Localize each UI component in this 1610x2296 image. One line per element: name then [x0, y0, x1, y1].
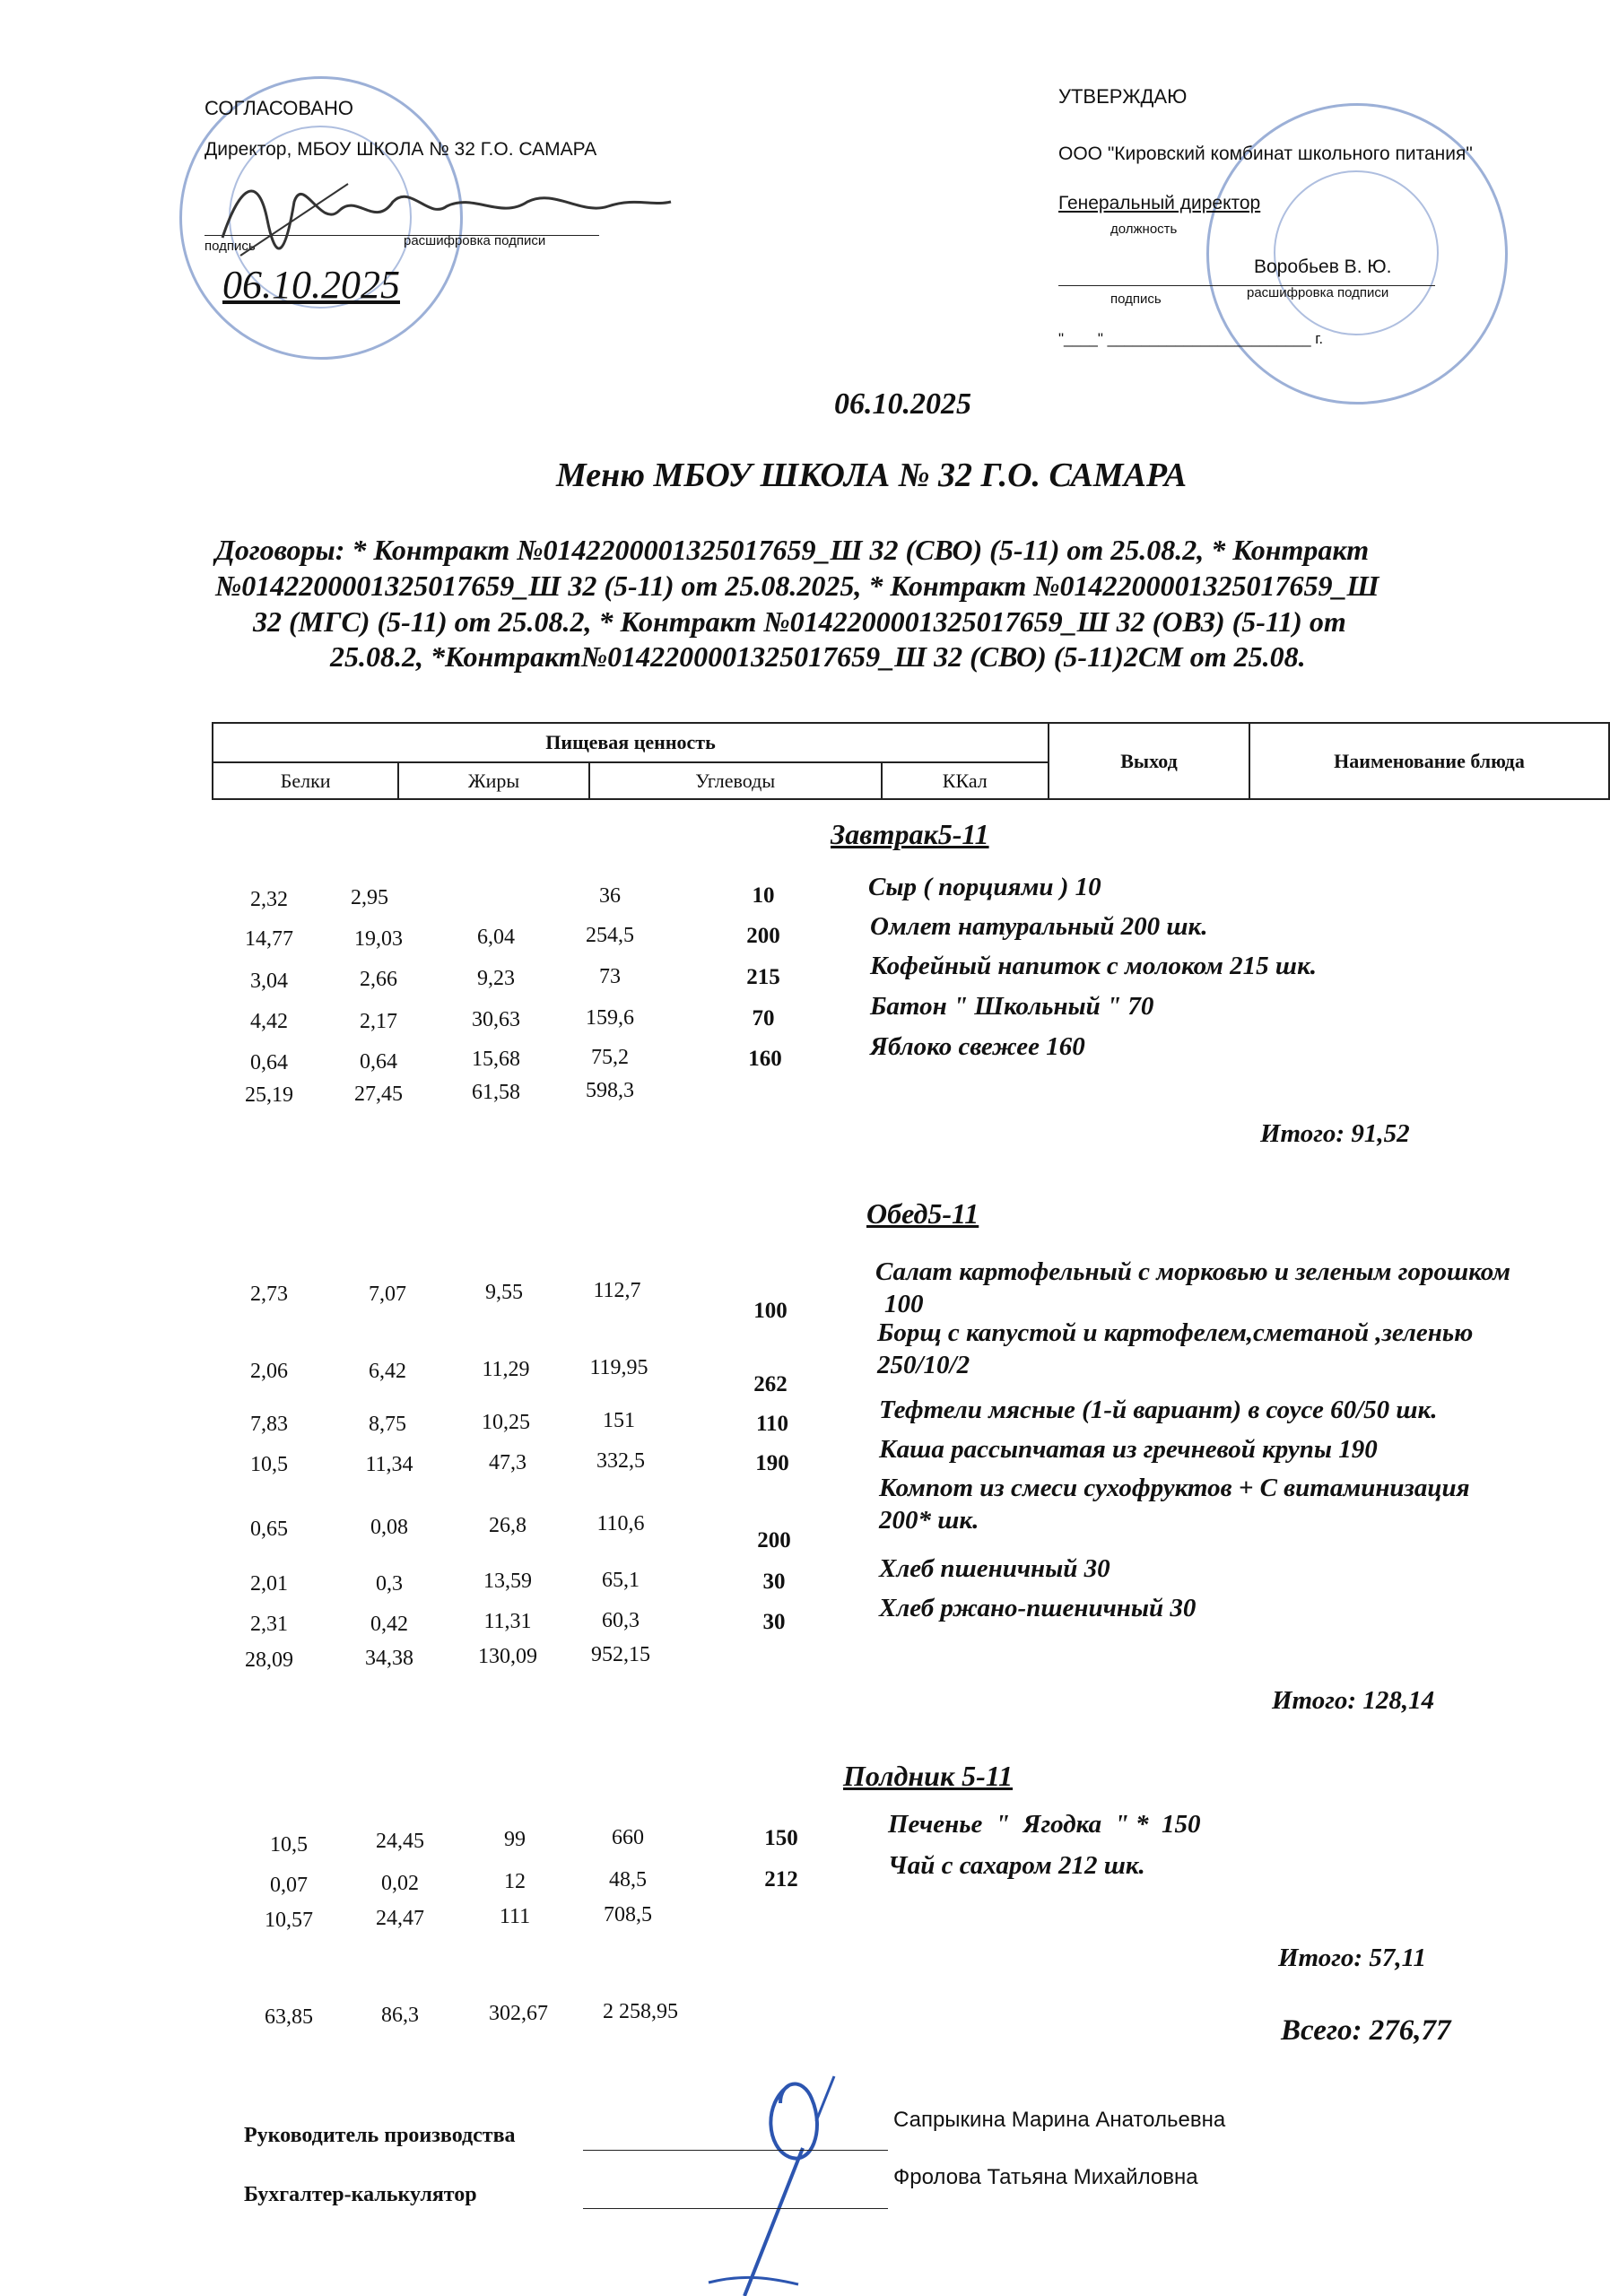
proteins-value: 14,77 — [245, 927, 293, 951]
yield-value: 150 — [764, 1826, 798, 1850]
yield-value: 215 — [746, 965, 780, 989]
dish-name: Каша рассыпчатая из гречневой крупы 190 — [879, 1435, 1378, 1464]
fats-total: 27,45 — [354, 1083, 403, 1106]
proteins-value: 0,64 — [250, 1051, 288, 1074]
yield-value: 212 — [764, 1867, 798, 1892]
stamp-right-inner — [1274, 170, 1439, 335]
fats-value: 2,66 — [360, 968, 397, 991]
header-kcal: ККал — [882, 762, 1049, 799]
signature-role: Руководитель производства — [244, 2124, 516, 2147]
kcal-value: 254,5 — [586, 924, 634, 947]
dish-name: Чай с сахаром 212 шк. — [888, 1851, 1145, 1880]
fats-total: 34,38 — [365, 1647, 413, 1670]
yield-value: 10 — [752, 883, 775, 908]
proteins-value: 2,73 — [250, 1283, 288, 1306]
yield-value: 160 — [748, 1047, 782, 1071]
kcal-value: 332,5 — [596, 1449, 645, 1473]
fats-value: 24,45 — [376, 1830, 424, 1853]
carbs-total: 130,09 — [478, 1645, 537, 1668]
proteins-value: 2,01 — [250, 1572, 288, 1596]
approval-right-position-caption: должность — [1110, 222, 1178, 237]
signature-footer-scribble — [691, 2049, 924, 2296]
carbs-value: 47,3 — [489, 1451, 527, 1474]
kcal-grand-total: 2 258,95 — [603, 2000, 678, 2023]
signature-line — [583, 2150, 888, 2151]
section-itogo: Итого: 128,14 — [1272, 1686, 1435, 1715]
table-header — [212, 722, 1610, 800]
kcal-value: 36 — [599, 884, 621, 908]
carbs-value: 11,31 — [483, 1610, 532, 1633]
signature-role: Бухгалтер-калькулятор — [244, 2183, 477, 2206]
kcal-value: 119,95 — [589, 1356, 648, 1379]
approval-right-decoding-caption: расшифровка подписи — [1247, 285, 1389, 300]
kcal-total: 952,15 — [591, 1643, 650, 1666]
approval-right-title: УТВЕРЖДАЮ — [1058, 85, 1188, 108]
proteins-grand-total: 63,85 — [265, 2005, 313, 2029]
dish-name: Хлеб пшеничный 30 — [879, 1554, 1110, 1583]
carbs-value: 26,8 — [489, 1514, 527, 1537]
carbs-total: 61,58 — [472, 1081, 520, 1104]
contracts-line: 25.08.2, *Контракт№0142200001325017659_Ш 32 (СВО) (5-11)2СМ от 25.08. — [330, 640, 1306, 673]
fats-value: 19,03 — [354, 927, 403, 951]
signature-name: Фролова Татьяна Михайловна — [893, 2165, 1198, 2189]
proteins-value: 2,31 — [250, 1613, 288, 1636]
header-carbs: Углеводы — [589, 762, 882, 799]
dish-name: Сыр ( порциями ) 10 — [868, 873, 1101, 901]
dish-name: Печенье " Ягодка " * 150 — [888, 1810, 1201, 1839]
kcal-value: 110,6 — [596, 1512, 645, 1535]
kcal-value: 48,5 — [609, 1868, 647, 1892]
section-title: Завтрак5-11 — [831, 818, 989, 850]
signature-name: Сапрыкина Марина Анатольевна — [893, 2108, 1226, 2132]
fats-value: 0,08 — [370, 1516, 408, 1539]
kcal-value: 660 — [612, 1826, 644, 1849]
dish-name: Борщ с капустой и картофелем,сметаной ,зеленью — [877, 1318, 1474, 1347]
menu-title: Меню МБОУ ШКОЛА № 32 Г.О. САМАРА — [556, 457, 1188, 494]
signature-line — [583, 2208, 888, 2209]
section-title: Обед5-11 — [866, 1197, 979, 1230]
dish-name: Хлеб ржано-пшеничный 30 — [879, 1594, 1197, 1622]
approval-right-org: ООО "Кировский комбинат школьного питания" — [1058, 144, 1473, 164]
kcal-value: 159,6 — [586, 1006, 634, 1030]
approval-left-title: СОГЛАСОВАНО — [205, 97, 353, 119]
section-title: Полдник 5-11 — [843, 1760, 1014, 1792]
approval-right-position: Генеральный директор — [1058, 193, 1261, 213]
proteins-value: 4,42 — [250, 1010, 288, 1033]
fats-value: 7,07 — [369, 1283, 406, 1306]
proteins-value: 7,83 — [250, 1413, 288, 1436]
dish-name: Салат картофельный с морковью и зеленым горошком — [875, 1257, 1511, 1286]
yield-value: 30 — [762, 1610, 786, 1634]
menu-date: 06.10.2025 — [834, 387, 971, 421]
approval-left-position: Директор, МБОУ ШКОЛА № 32 Г.О. САМАРА — [205, 139, 597, 160]
approval-right-date-line: "____" ________________________ г. — [1058, 330, 1324, 347]
yield-value: 70 — [752, 1006, 775, 1031]
dish-name: Компот из смеси сухофруктов + С витаминизация — [879, 1474, 1470, 1502]
header-nutrition: Пищевая ценность — [213, 723, 1049, 762]
fats-value: 2,95 — [351, 886, 388, 909]
proteins-value: 10,5 — [270, 1833, 308, 1857]
contracts-line: 32 (МГС) (5-11) от 25.08.2, * Контракт №0142200001325017659_Ш 32 (ОВЗ) (5-11) от — [253, 605, 1346, 638]
kcal-value: 151 — [603, 1409, 635, 1432]
carbs-value: 11,29 — [482, 1358, 530, 1381]
proteins-value: 2,32 — [250, 888, 288, 911]
carbs-value: 12 — [504, 1870, 526, 1893]
fats-value: 0,02 — [381, 1872, 419, 1895]
header-dish: Наименование блюда — [1249, 723, 1609, 799]
header-yield: Выход — [1049, 723, 1249, 799]
approval-right-signature-caption: подпись — [1110, 291, 1162, 307]
yield-value: 100 — [753, 1299, 788, 1323]
carbs-value: 30,63 — [472, 1008, 520, 1031]
proteins-total: 28,09 — [245, 1648, 293, 1672]
carbs-value: 15,68 — [472, 1048, 520, 1071]
fats-value: 11,34 — [365, 1453, 413, 1476]
header-proteins: Белки — [213, 762, 398, 799]
proteins-value: 3,04 — [250, 970, 288, 993]
fats-total: 24,47 — [376, 1907, 424, 1930]
yield-value: 200 — [757, 1528, 791, 1552]
grand-total-label: Всего: 276,77 — [1281, 2014, 1451, 2047]
dish-name: Омлет натуральный 200 шк. — [870, 912, 1208, 941]
yield-value: 200 — [746, 924, 780, 948]
yield-value: 30 — [762, 1570, 786, 1594]
kcal-value: 75,2 — [591, 1046, 629, 1069]
carbs-value: 10,25 — [482, 1411, 530, 1434]
dish-name-cont: 200* шк. — [879, 1506, 979, 1535]
carbs-value: 13,59 — [483, 1570, 532, 1593]
header-fats: Жиры — [398, 762, 588, 799]
dish-name: Батон " Школьный " 70 — [870, 992, 1154, 1021]
section-itogo: Итого: 57,11 — [1278, 1944, 1426, 1972]
dish-name: Яблоко свежее 160 — [870, 1032, 1085, 1061]
fats-value: 2,17 — [360, 1010, 397, 1033]
fats-value: 0,3 — [376, 1572, 403, 1596]
contracts-line: №0142200001325017659_Ш 32 (5-11) от 25.08.2025, * Контракт №0142200001325017659_Ш — [215, 570, 1379, 602]
kcal-total: 708,5 — [604, 1903, 652, 1926]
kcal-value: 65,1 — [602, 1569, 640, 1592]
yield-value: 190 — [755, 1451, 789, 1475]
carbs-grand-total: 302,67 — [489, 2002, 548, 2025]
fats-value: 0,64 — [360, 1050, 397, 1074]
dish-name: Тефтели мясные (1-й вариант) в соусе 60/50 шк. — [879, 1396, 1438, 1424]
proteins-value: 0,65 — [250, 1518, 288, 1541]
section-itogo: Итого: 91,52 — [1260, 1119, 1410, 1148]
approval-left-signature-caption: подпись — [205, 239, 256, 254]
dish-name: Кофейный напиток с молоком 215 шк. — [870, 952, 1318, 980]
kcal-value: 112,7 — [593, 1279, 641, 1302]
carbs-value: 6,04 — [477, 926, 515, 949]
carbs-value: 9,55 — [485, 1281, 523, 1304]
yield-value: 262 — [753, 1372, 788, 1396]
proteins-total: 10,57 — [265, 1909, 313, 1932]
carbs-value: 99 — [504, 1828, 526, 1851]
fats-value: 8,75 — [369, 1413, 406, 1436]
carbs-value: 9,23 — [477, 967, 515, 990]
dish-name-cont: 250/10/2 — [877, 1351, 970, 1379]
kcal-value: 60,3 — [602, 1609, 640, 1632]
approval-left-date: 06.10.2025 — [222, 263, 400, 307]
fats-value: 0,42 — [370, 1613, 408, 1636]
signature-left-scribble — [205, 166, 680, 274]
carbs-total: 111 — [499, 1905, 531, 1928]
kcal-value: 73 — [599, 965, 621, 988]
yield-value: 110 — [755, 1412, 789, 1436]
approval-left-decoding-caption: расшифровка подписи — [404, 233, 546, 248]
dish-name-cont: 100 — [884, 1290, 924, 1318]
proteins-value: 2,06 — [250, 1360, 288, 1383]
proteins-value: 0,07 — [270, 1874, 308, 1897]
kcal-total: 598,3 — [586, 1079, 634, 1102]
proteins-total: 25,19 — [245, 1083, 293, 1107]
approval-right-name: Воробьев В. Ю. — [1254, 257, 1392, 277]
fats-value: 6,42 — [369, 1360, 406, 1383]
fats-grand-total: 86,3 — [381, 2004, 419, 2027]
proteins-value: 10,5 — [250, 1453, 288, 1476]
contracts-line: Договоры: * Контракт №0142200001325017659_Ш 32 (СВО) (5-11) от 25.08.2, * Контракт — [215, 534, 1370, 566]
